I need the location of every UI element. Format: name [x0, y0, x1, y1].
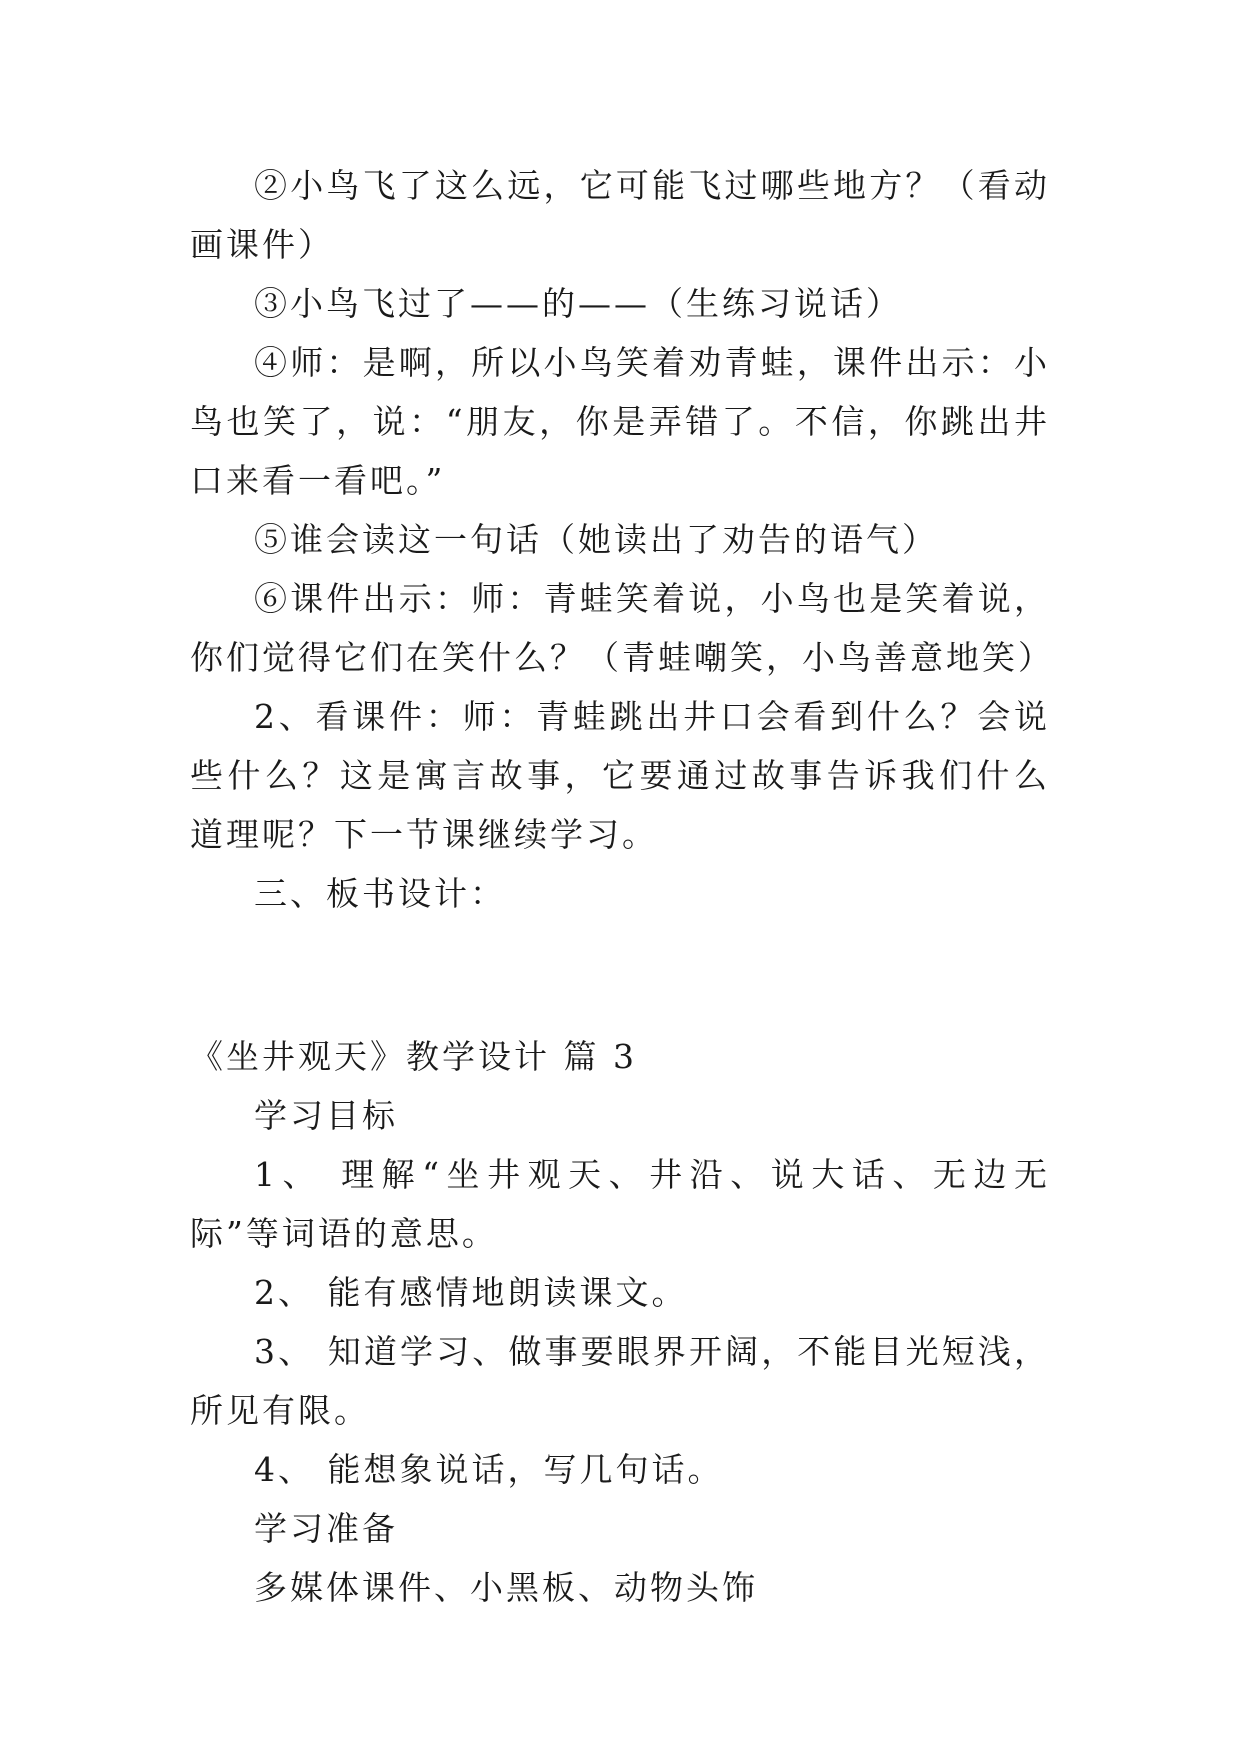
paragraph-bird-places: ②小鸟飞了这么远，它可能飞过哪些地方？（看动画课件） — [190, 166, 1050, 264]
document-body — [190, 156, 1054, 1617]
section-spacer — [190, 923, 1050, 1027]
paragraph-what-laughing: ⑥课件出示：师：青蛙笑着说，小鸟也是笑着说，你们觉得它们在笑什么？（青蛙嘲笑，小鸟善意地笑） — [190, 579, 1054, 677]
section-title: 《坐井观天》教学设计 篇 3 — [190, 1037, 637, 1076]
paragraph-bird-flew-over: ③小鸟飞过了——的——（生练习说话） — [254, 284, 902, 323]
heading-learning-goals: 学习目标 — [254, 1096, 398, 1135]
goal-item-1: 1、 理解“坐井观天、井沿、说大话、无边无际”等词语的意思。 — [190, 1155, 1050, 1253]
paragraph-who-reads: ⑤谁会读这一句话（她读出了劝告的语气） — [254, 520, 938, 559]
heading-learning-preparation: 学习准备 — [254, 1509, 398, 1548]
goal-item-3: 3、 知道学习、做事要眼界开阔，不能目光短浅，所见有限。 — [190, 1332, 1050, 1430]
preparation-materials: 多媒体课件、小黑板、动物头饰 — [254, 1568, 758, 1607]
paragraph-watch-courseware: 2、看课件：师：青蛙跳出井口会看到什么？会说些什么？这是寓言故事，它要通过故事告诉我们什么道理呢？下一节课继续学习。 — [190, 697, 1050, 854]
goal-item-2: 2、 能有感情地朗读课文。 — [254, 1273, 688, 1312]
paragraph-teacher-bird-advice: ④师：是啊，所以小鸟笑着劝青蛙，课件出示：小鸟也笑了，说：“朋友，你是弄错了。不信，你跳出井口来看一看吧。” — [190, 343, 1050, 500]
paragraph-blackboard-design: 三、板书设计： — [254, 874, 506, 913]
goal-item-4: 4、 能想象说话，写几句话。 — [254, 1450, 724, 1489]
